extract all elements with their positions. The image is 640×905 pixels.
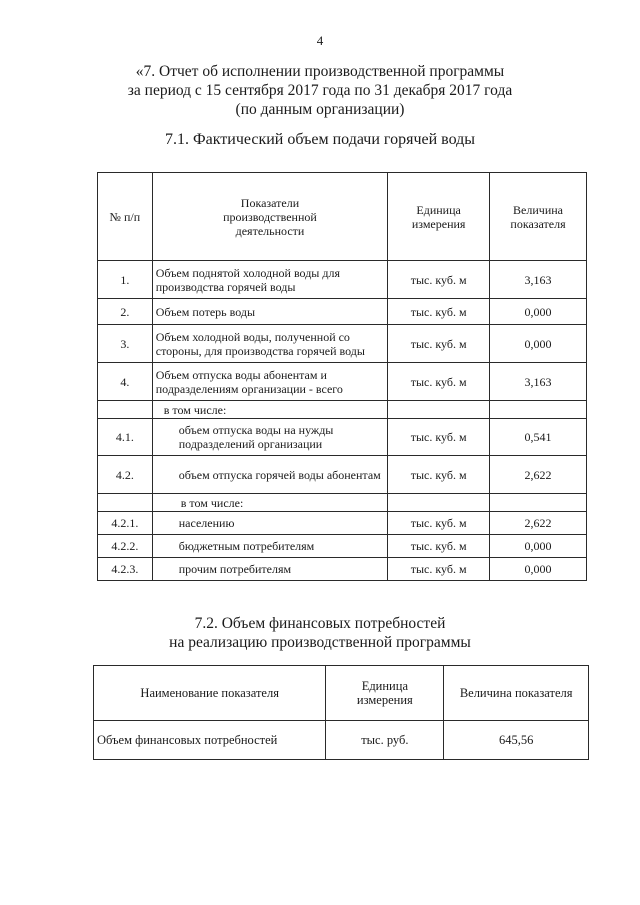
value [490,494,587,512]
value: 3,163 [490,363,587,401]
document-title-line: за период с 15 сентября 2017 года по 31 декабря 2017 года [127,82,513,99]
section-heading-7-2 [0,614,640,652]
unit: тыс. куб. м [388,558,490,581]
value: 645,56 [444,721,589,760]
row-number: 4.1. [98,419,153,456]
row-number: 4.2. [98,456,153,494]
row-number: 2. [98,299,153,325]
row-number: 4.2.1. [98,512,153,535]
unit [388,494,490,512]
unit: тыс. куб. м [388,261,490,299]
table-row [98,558,587,581]
indicator-name: бюджетным потребителям [152,535,387,558]
value: 0,000 [490,299,587,325]
indicator-name: Объем холодной воды, полученной со стороны, для производства горячей воды [152,325,387,363]
table-row [98,325,587,363]
unit: тыс. куб. м [388,512,490,535]
indicator-name: объем отпуска горячей воды абонентам [152,456,387,494]
row-number: 4. [98,363,153,401]
document-title-line: (по данным организации) [235,101,405,118]
table-row [98,512,587,535]
column-header: Наименование показателя [94,666,326,721]
table-row [98,456,587,494]
document-title [0,62,640,119]
section-heading-line: на реализацию производственной программы [169,634,471,651]
row-number: 3. [98,325,153,363]
table-row [98,299,587,325]
value: 3,163 [490,261,587,299]
table-row [98,535,587,558]
page-number: 4 [316,33,324,48]
column-header [152,173,387,261]
section-heading-7-1: 7.1. Фактический объем подачи горячей воды [164,131,476,148]
hot-water-volume-table [97,172,587,581]
unit: тыс. куб. м [388,535,490,558]
indicator-name: Объем отпуска воды абонентам и подразделениям организации - всего [152,363,387,401]
table-header-row [94,666,589,721]
value: 0,000 [490,535,587,558]
column-header: Величина показателя [444,666,589,721]
unit: тыс. куб. м [388,299,490,325]
table-header-row [98,173,587,261]
column-header-text: Величина показателя [510,202,566,231]
column-header-text: Единица измерения [411,202,466,231]
value: 2,622 [490,456,587,494]
column-header [490,173,587,261]
unit: тыс. куб. м [388,419,490,456]
table-row [98,363,587,401]
unit [388,401,490,419]
table-row [98,494,587,512]
value: 0,541 [490,419,587,456]
row-number: 1. [98,261,153,299]
table-row [94,721,589,760]
unit: тыс. куб. м [388,325,490,363]
unit: тыс. куб. м [388,363,490,401]
section-heading-line: 7.2. Объем финансовых потребностей [194,615,446,632]
indicator-name: Объем финансовых потребностей [94,721,326,760]
indicator-name: населению [152,512,387,535]
value [490,401,587,419]
financial-needs-table [93,665,589,760]
indicator-name: в том числе: [152,401,387,419]
indicator-name: прочим потребителям [152,558,387,581]
table-row [98,401,587,419]
table-row [98,419,587,456]
column-header [326,666,444,721]
unit: тыс. куб. м [388,456,490,494]
row-number [98,401,153,419]
column-header-text: Показатели производственной деятельности [223,195,317,238]
table-row [98,261,587,299]
row-number [98,494,153,512]
value: 0,000 [490,558,587,581]
indicator-name: Объем поднятой холодной воды для производства горячей воды [152,261,387,299]
value: 2,622 [490,512,587,535]
value: 0,000 [490,325,587,363]
row-number: 4.2.2. [98,535,153,558]
row-number: 4.2.3. [98,558,153,581]
indicator-name: объем отпуска воды на нужды подразделений организации [152,419,387,456]
column-header: № п/п [98,173,153,261]
column-header [388,173,490,261]
unit: тыс. руб. [326,721,444,760]
indicator-name: Объем потерь воды [152,299,387,325]
document-title-line: «7. Отчет об исполнении производственной программы [135,63,505,80]
column-header-text: Единица измерения [356,679,413,707]
indicator-name: в том числе: [152,494,387,512]
